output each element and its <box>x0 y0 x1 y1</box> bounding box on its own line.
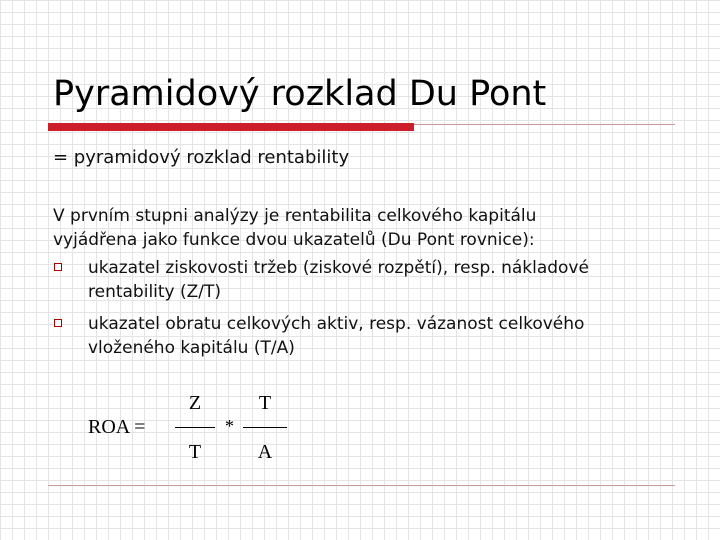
intro-line-2: vyjádřena jako funkce dvou ukazatelů (Du Pont rovnice): <box>53 230 535 250</box>
fraction-bar <box>243 427 287 428</box>
fraction-denominator: T <box>188 441 202 463</box>
bullet-item-asset-turnover <box>53 312 703 360</box>
fraction-numerator: T <box>258 392 272 414</box>
footer-divider <box>48 485 675 486</box>
fraction-asset-turnover <box>243 388 287 464</box>
multiply-operator: * <box>225 416 234 436</box>
square-bullet-icon <box>54 319 62 327</box>
bullet-list <box>53 256 703 368</box>
fraction-numerator: Z <box>188 392 202 414</box>
bullet-item-profitability <box>53 256 703 304</box>
bullet-text-line: vloženého kapitálu (T/A) <box>88 338 295 358</box>
bullet-text-line: rentability (Z/T) <box>88 282 222 302</box>
title-divider-accent <box>48 123 414 131</box>
square-bullet-icon <box>54 263 62 271</box>
bullet-text-line: ukazatel ziskovosti tržeb (ziskové rozpětí), resp. nákladové <box>88 258 589 278</box>
intro-line-1: V prvním stupni analýzy je rentabilita celkového kapitálu <box>53 206 537 226</box>
formula-lhs: ROA = <box>88 416 146 438</box>
slide-title: Pyramidový rozklad Du Pont <box>53 74 547 114</box>
fraction-bar <box>175 427 215 428</box>
intro-paragraph <box>53 204 693 252</box>
slide-subtitle: = pyramidový rozklad rentability <box>53 147 350 168</box>
bullet-text-line: ukazatel obratu celkových aktiv, resp. vázanost celkového <box>88 314 585 334</box>
fraction-denominator: A <box>257 441 273 463</box>
fraction-profit-margin <box>175 388 215 464</box>
roa-formula <box>88 388 308 468</box>
